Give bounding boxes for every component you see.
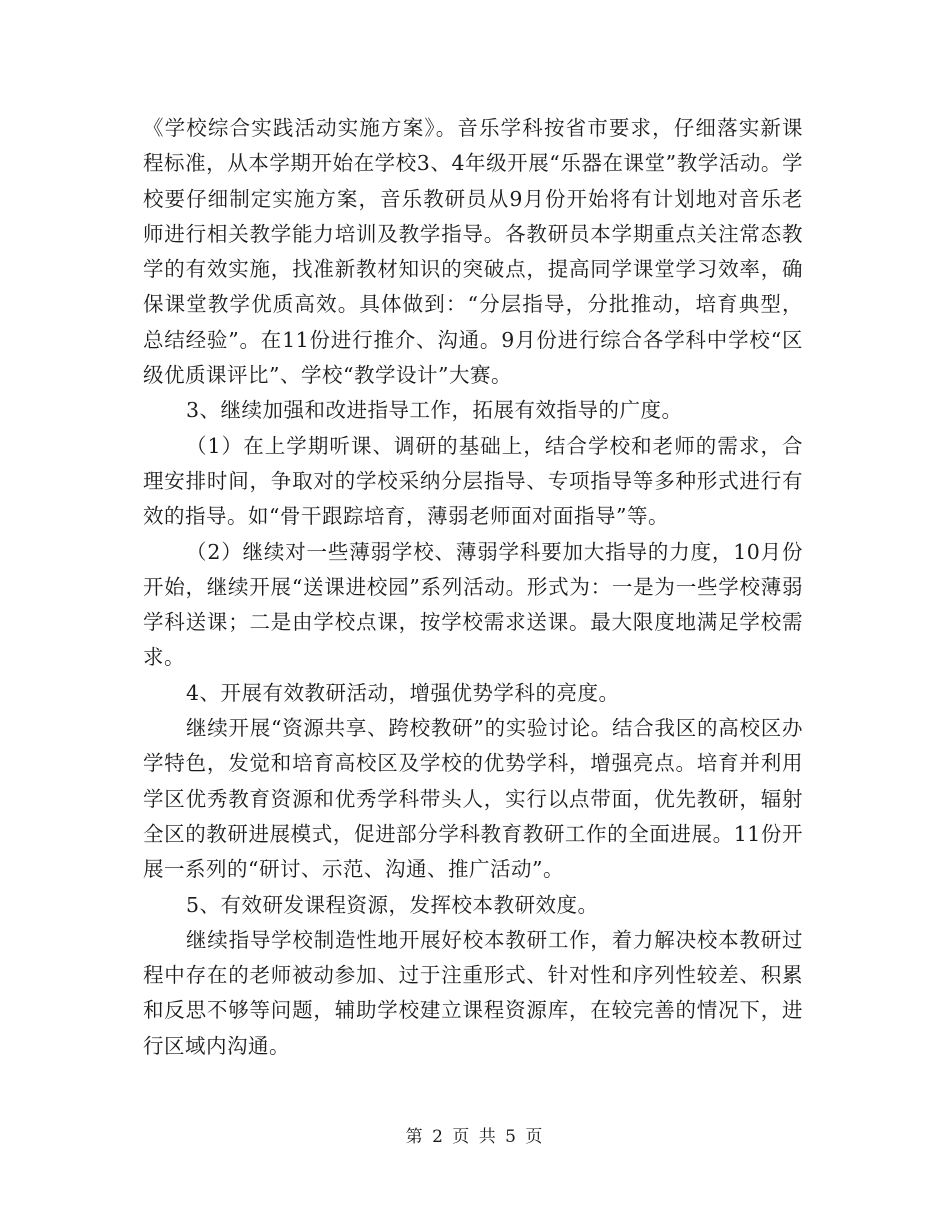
paragraph-item-1: （1）在上学期听课、调研的基础上，结合学校和老师的需求，合理安排时间，争取对的学校采纳分层指导、专项指导等多种形式进行有效的指导。如“骨干跟踪培育，薄弱老师面对面指导”等。 [143, 433, 803, 529]
paragraph-continuation: 《学校综合实践活动实施方案》。音乐学科按省市要求，仔细落实新课程标准，从本学期开始在学校3、4年级开展“乐器在课堂”教学活动。学校要仔细制定实施方案，音乐教研员从9月份开始将有计划地对音乐老师进行相关教学能力培训及教学指导。各教研员本学期重点关注常态教学的有效实施，找准新教材知识的突破点，提高同学课堂学习效率，确保课堂教学优质高效。具体做到：“分层指导，分批推动，培育典型，总结经验”。在11份进行推介、沟通。9月份进行综合各学科中学校“区级优质课评比”、学校“教学设计”大赛。 [143, 116, 803, 388]
paragraph-section-4-body: 继续开展“资源共享、跨校教研”的实验讨论。结合我区的高校区办学特色，发觉和培育高校区及学校的优势学科，增强亮点。培育并利用学区优秀教育资源和优秀学科带头人，实行以点带面，优先教研，辐射全区的教研进展模式，促进部分学科教育教研工作的全面进展。11份开展一系列的“研讨、示范、沟通、推广活动”。 [143, 716, 803, 882]
paragraph-item-2: （2）继续对一些薄弱学校、薄弱学科要加大指导的力度，10月份开始，继续开展“送课进校园”系列活动。形式为：一是为一些学校薄弱学科送课；二是由学校点课，按学校需求送课。最大限度地满足学校需求。 [143, 539, 803, 670]
document-body [143, 111, 803, 1064]
section-heading-5: 5、有效研发课程资源，发挥校本教研效度。 [186, 892, 599, 917]
section-heading-3: 3、继续加强和改进指导工作，拓展有效指导的广度。 [186, 398, 683, 423]
section-heading-4: 4、开展有效教研活动，增强优势学科的亮度。 [186, 680, 620, 705]
paragraph-section-5-body: 继续指导学校制造性地开展好校本教研工作，着力解决校本教研过程中存在的老师被动参加、过于注重形式、针对性和序列性较差、积累和反思不够等问题，辅助学校建立课程资源库，在较完善的情况下，进行区域内沟通。 [143, 927, 803, 1058]
page-number-footer: 第 2 页 共 5 页 [405, 1127, 545, 1147]
